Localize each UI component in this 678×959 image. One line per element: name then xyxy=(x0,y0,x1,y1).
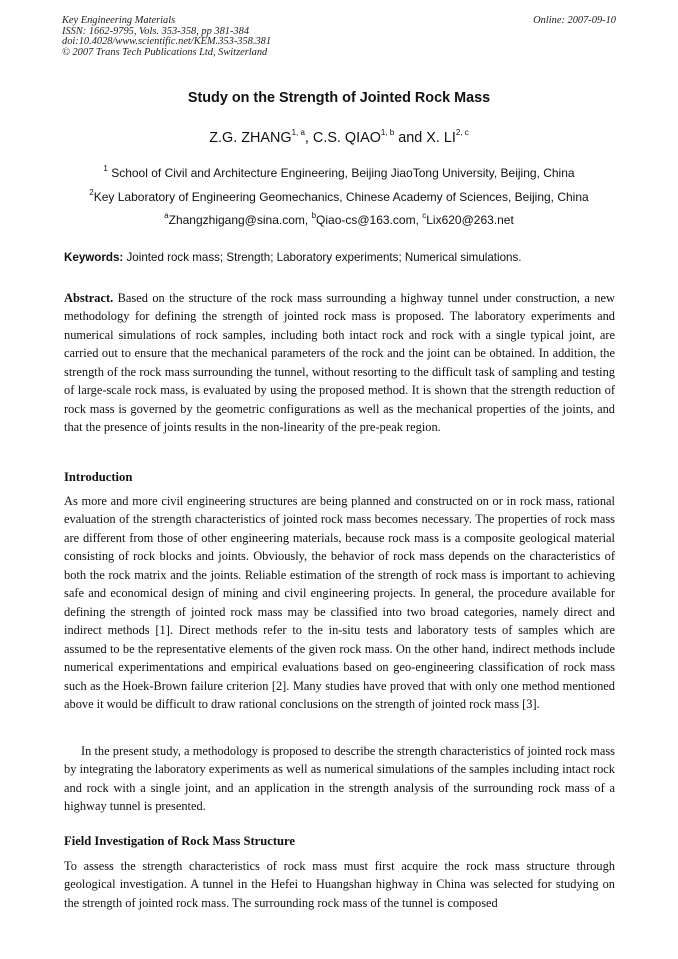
email-marker: a xyxy=(164,211,169,220)
copyright-line: © 2007 Trans Tech Publications Ltd, Switzerland xyxy=(62,46,268,58)
author-list xyxy=(0,130,678,146)
email-line xyxy=(0,213,678,227)
email-marker: c xyxy=(422,211,427,220)
online-date: Online: 2007-09-10 xyxy=(533,15,616,26)
introduction-paragraph-1: As more and more civil engineering structures are being planned and constructed on or in rock mass, rational evaluation of the strength characteristics of jointed rock mass becomes necessary. The properties of rock mass are different from those of other engineering materials, because rock mass is a composite geological material consisting of rock blocks and joints. Obviously, the behavior of rock mass depends on the characteristics of both the rock matrix and the joints. Reliable estimation of the strength of rock mass is important to achieving safe and economical design of mining and civil engineering projects. In general, the procedure available for defining the strength of jointed rock mass may be classified into two broad categories, namely direct and indirect methods [1]. Direct methods refer to the in-situ tests and laboratory tests of samples which are assumed to be the representative elements of the given rock mass. On the other hand, indirect methods include numerical experimentations and empirical evaluations based on geo-engineering classification of rock mass such as the Hoek-Brown failure criterion [2]. Many studies have proved that with only one method mentioned above it would be difficult to draw rational conclusions on the strength of jointed rock mass [3]. xyxy=(64,494,615,711)
field-paragraph-1: To assess the strength characteristics of rock mass must first acquire the rock mass structure through geological investigation. A tunnel in the Hefei to Huangshan highway in China was selected for studying on the strength of jointed rock mass. The surrounding rock mass of the tunnel is composed xyxy=(64,859,615,910)
affiliation-2 xyxy=(0,190,678,204)
abstract-text: Based on the structure of the rock mass surrounding a highway tunnel under construction, a new methodology for defining the strength of jointed rock mass is proposed. The laboratory experiments and numerical simulations of rock samples, including both intact rock and rock with a single typical joint, are carried out to ensure that the mechanical parameters of the rock and the joint can be obtained. In addition, the strength of the rock mass surrounding the tunnel, without resorting to the difficult task of sampling and testing of large-scale rock mass, is evaluated by using the proposed method. It is shown that the strength reduction of rock mass is governed by the geometric configurations as well as the mechanical properties of the joints, and that the presence of joints results in the non-linearity of the pre-peak region. xyxy=(64,291,615,435)
author-name: C.S. QIAO xyxy=(312,130,381,146)
author-separator: and xyxy=(394,130,427,146)
affiliation-marker: 1 xyxy=(103,164,108,173)
keywords-text: Jointed rock mass; Strength; Laboratory experiments; Numerical simulations. xyxy=(123,251,522,264)
section-heading-introduction: Introduction xyxy=(64,470,133,484)
affiliation-marker: 2 xyxy=(89,188,94,197)
keywords xyxy=(64,251,616,264)
author-superscript: 2, c xyxy=(455,128,469,138)
abstract-label: Abstract. xyxy=(64,291,114,305)
author-superscript: 1, a xyxy=(291,128,305,138)
email-address: Zhangzhigang@sina.com, xyxy=(168,213,312,227)
abstract xyxy=(64,289,615,437)
introduction-paragraph-2: In the present study, a methodology is proposed to describe the strength characteristics of jointed rock mass by integrating the laboratory experiments as well as numerical simulations of the samples including intact rock and rock with a single joint, and an application in the strength analysis of the surrounding rock mass of a highway tunnel is presented. xyxy=(64,744,615,814)
affiliation-text: School of Civil and Architecture Engineering, Beijing JiaoTong University, Beijing, China xyxy=(107,166,575,180)
email-address: Qiao-cs@163.com, xyxy=(316,213,423,227)
section-heading-field-investigation: Field Investigation of Rock Mass Structure xyxy=(64,834,295,848)
affiliation-text: Key Laboratory of Engineering Geomechanics, Chinese Academy of Sciences, Beijing, China xyxy=(93,190,589,204)
author-name: X. LI xyxy=(426,130,456,146)
email-address: Lix620@263.net xyxy=(426,213,514,227)
keywords-label: Keywords: xyxy=(64,251,124,264)
journal-name: Key Engineering Materials xyxy=(62,15,176,26)
author-separator: , xyxy=(304,130,313,146)
author-name: Z.G. ZHANG xyxy=(209,130,292,146)
email-marker: b xyxy=(311,211,317,220)
issn-line: ISSN: 1662-9795, Vols. 353-358, pp 381-384 xyxy=(62,25,250,37)
paper-title: Study on the Strength of Jointed Rock Mass xyxy=(187,90,491,106)
journal-header xyxy=(62,16,616,58)
author-superscript: 1, b xyxy=(380,128,395,138)
affiliation-1 xyxy=(0,166,678,180)
doi-line: doi:10.4028/www.scientific.net/KEM.353-358.381 xyxy=(62,36,272,48)
